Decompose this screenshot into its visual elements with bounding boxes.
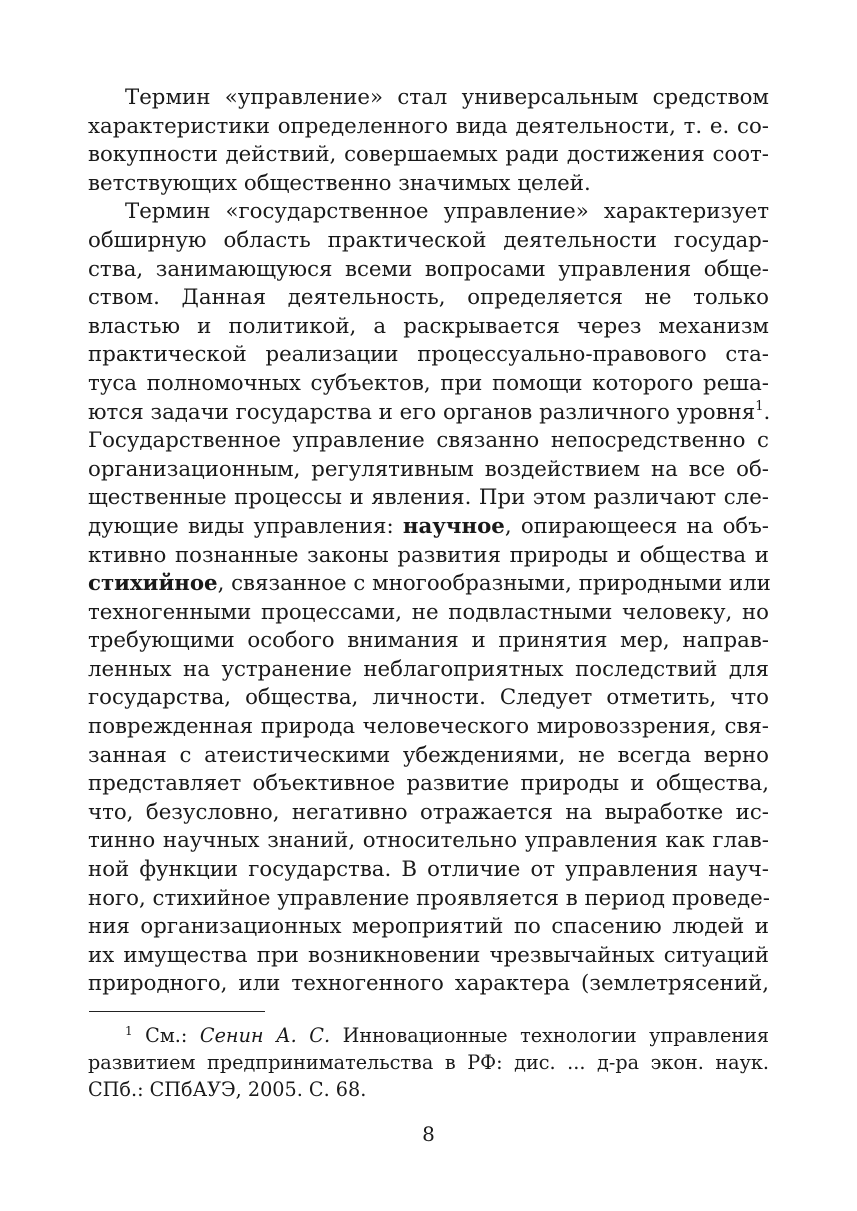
footnote-prefix: См.: <box>132 1024 200 1047</box>
bold-term: научное <box>402 513 505 539</box>
text-line: ного, стихийное управление проявляется в период проведе- <box>88 885 770 911</box>
text-fragment: дующие виды управления: <box>88 513 403 539</box>
text-line: требующими особого внимания и принятия мер, направ- <box>88 628 769 654</box>
text-line: представляет объективное развитие природы и общества, <box>88 771 769 797</box>
text-line: ством. Данная деятельность, определяется не только <box>88 285 769 311</box>
text-line: туса полномочных субъектов, при помощи которого реша- <box>88 370 769 396</box>
text-line: ной функции государства. В отличие от управления науч- <box>88 857 769 883</box>
page-number: 8 <box>422 1122 435 1146</box>
footnote-reference[interactable]: 1 <box>755 398 764 414</box>
text-line: щественные процессы и явления. При этом различают сле- <box>88 485 769 511</box>
footnote-line <box>88 1022 769 1049</box>
footnote-title: Инновационные технологии управления <box>330 1024 769 1047</box>
text-fragment: ются задачи государства и его органов различного уровня <box>88 399 756 425</box>
text-line <box>88 513 769 542</box>
text-line <box>88 570 769 599</box>
text-line: ния организационных мероприятий по спасению людей и <box>88 914 769 940</box>
text-line: обширную область практической деятельности государ- <box>88 227 769 253</box>
text-line: вокупности действий, совершаемых ради достижения соот- <box>88 142 769 168</box>
text-line: характеристики определенного вида деятельности, т. е. со- <box>88 113 769 139</box>
text-line: Термин «государственное управление» характеризует <box>125 199 769 225</box>
text-fragment: , связанное с многообразными, природными или <box>217 571 771 597</box>
footnote-author: Сенин А. С. <box>199 1024 331 1047</box>
text-line: их имущества при возникновении чрезвычайных ситуаций <box>88 942 769 968</box>
text-line: государства, общества, личности. Следует отметить, что <box>88 685 769 711</box>
text-fragment: , опирающееся на объ- <box>504 513 769 539</box>
text-line: ства, занимающуюся всеми вопросами управления обще- <box>88 256 769 282</box>
footnote <box>88 1022 769 1103</box>
main-text <box>88 84 769 999</box>
text-line: Государственное управление связанно непосредственно с <box>88 428 769 454</box>
footnote-marker: 1 <box>125 1024 133 1038</box>
footnote-line: развитием предпринимательства в РФ: дис. ... д-ра экон. наук. <box>88 1051 769 1074</box>
text-line: организационным, регулятивным воздействием на все об- <box>88 456 769 482</box>
text-line <box>88 399 769 428</box>
text-fragment: . <box>763 399 771 425</box>
text-line: Термин «управление» стал универсальным средством <box>125 85 769 110</box>
text-line: тинно научных знаний, относительно управления как глав- <box>88 828 769 854</box>
text-line: поврежденная природа человеческого мировоззрения, свя- <box>88 714 769 740</box>
text-line: практической реализации процессуально-правового ста- <box>88 342 769 368</box>
text-line: ленных на устранение неблагоприятных последствий для <box>88 656 769 682</box>
text-line: природного, или техногенного характера (землетрясений, <box>88 971 769 997</box>
bold-term: стихийное <box>88 571 218 597</box>
text-line: занная с атеистическими убеждениями, не всегда верно <box>88 742 769 768</box>
footnote-line: СПб.: СПбАУЭ, 2005. С. 68. <box>88 1078 367 1101</box>
text-line: ктивно познанные законы развития природы и общества и <box>88 542 769 568</box>
text-line: техногенными процессами, не подвластными человеку, но <box>88 599 769 625</box>
footnote-divider <box>89 1011 265 1012</box>
text-line: властью и политикой, а раскрывается через механизм <box>88 313 769 339</box>
text-line: ветствующих общественно значимых целей. <box>88 170 591 196</box>
text-line: что, безусловно, негативно отражается на выработке ис- <box>88 799 769 825</box>
